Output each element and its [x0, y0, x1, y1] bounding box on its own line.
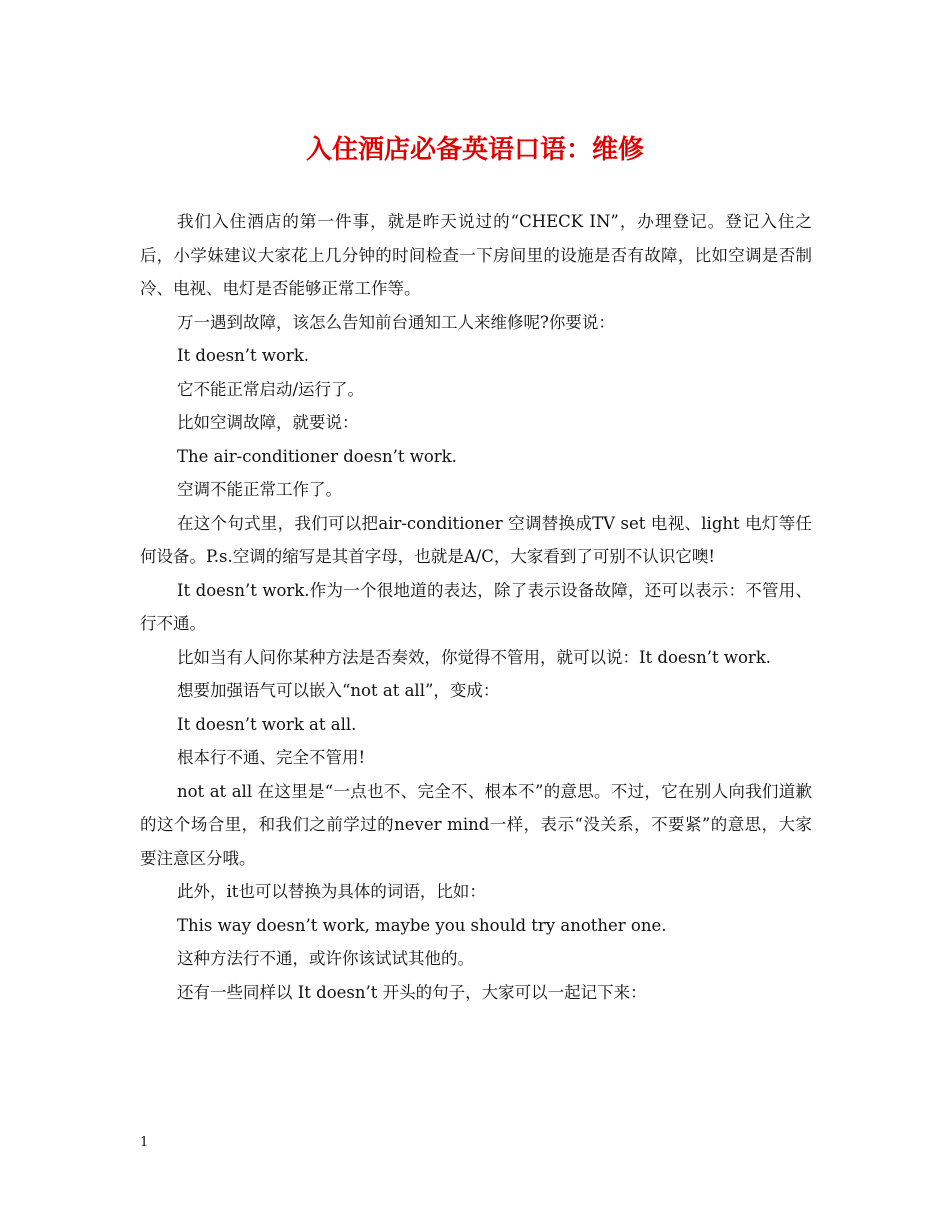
paragraph: It doesn’t work.作为一个很地道的表达，除了表示设备故障，还可以表示：不管用、行不通。 [140, 580, 812, 633]
paragraph: It doesn’t work. [177, 346, 310, 365]
paragraph: 我们入住酒店的第一件事，就是昨天说过的“CHECK IN”，办理登记。登记入住之后，小学妹建议大家花上几分钟的时间检查一下房间里的设施是否有故障，比如空调是否制冷、电视、电灯是否能够正常工作等。 [140, 212, 812, 298]
paragraph: 还有一些同样以 It doesn’t 开头的句子，大家可以一起记下来： [177, 982, 647, 1002]
paragraph: 这种方法行不通，或许你该试试其他的。 [177, 949, 474, 968]
paragraph: 根本行不通、完全不管用! [177, 748, 366, 767]
paragraph: This way doesn’t work, maybe you should try another one. [177, 915, 667, 935]
paragraph: 比如当有人问你某种方法是否奏效，你觉得不管用，就可以说：It doesn’t work. [177, 647, 772, 667]
paragraph: 此外，it也可以替换为具体的词语，比如： [177, 882, 486, 901]
document-body [140, 205, 812, 1009]
paragraph: 比如空调故障，就要说： [177, 413, 359, 432]
paragraph: 它不能正常启动/运行了。 [177, 379, 365, 399]
paragraph: 在这个句式里，我们可以把air-conditioner 空调替换成TV set 电视、light 电灯等任何设备。P.s.空调的缩写是其首字母，也就是A/C，大家看到了可别不认识它噢! [140, 513, 812, 566]
paragraph: 空调不能正常工作了。 [177, 480, 342, 499]
paragraph: not at all 在这里是“一点也不、完全不、根本不”的意思。不过，它在别人向我们道歉的这个场合里，和我们之前学过的never mind一样，表示“没关系，不要紧”的意思，大家要注意区分哦。 [140, 781, 812, 868]
paragraph: The air-conditioner doesn’t work. [177, 446, 457, 466]
paragraph: 想要加强语气可以嵌入“not at all”，变成： [177, 681, 500, 700]
document-title: 入住酒店必备英语口语：维修 [305, 135, 644, 165]
page-number: 1 [140, 1135, 149, 1150]
paragraph: 万一遇到故障，该怎么告知前台通知工人来维修呢?你要说： [177, 312, 615, 332]
paragraph: It doesn’t work at all. [177, 714, 357, 734]
